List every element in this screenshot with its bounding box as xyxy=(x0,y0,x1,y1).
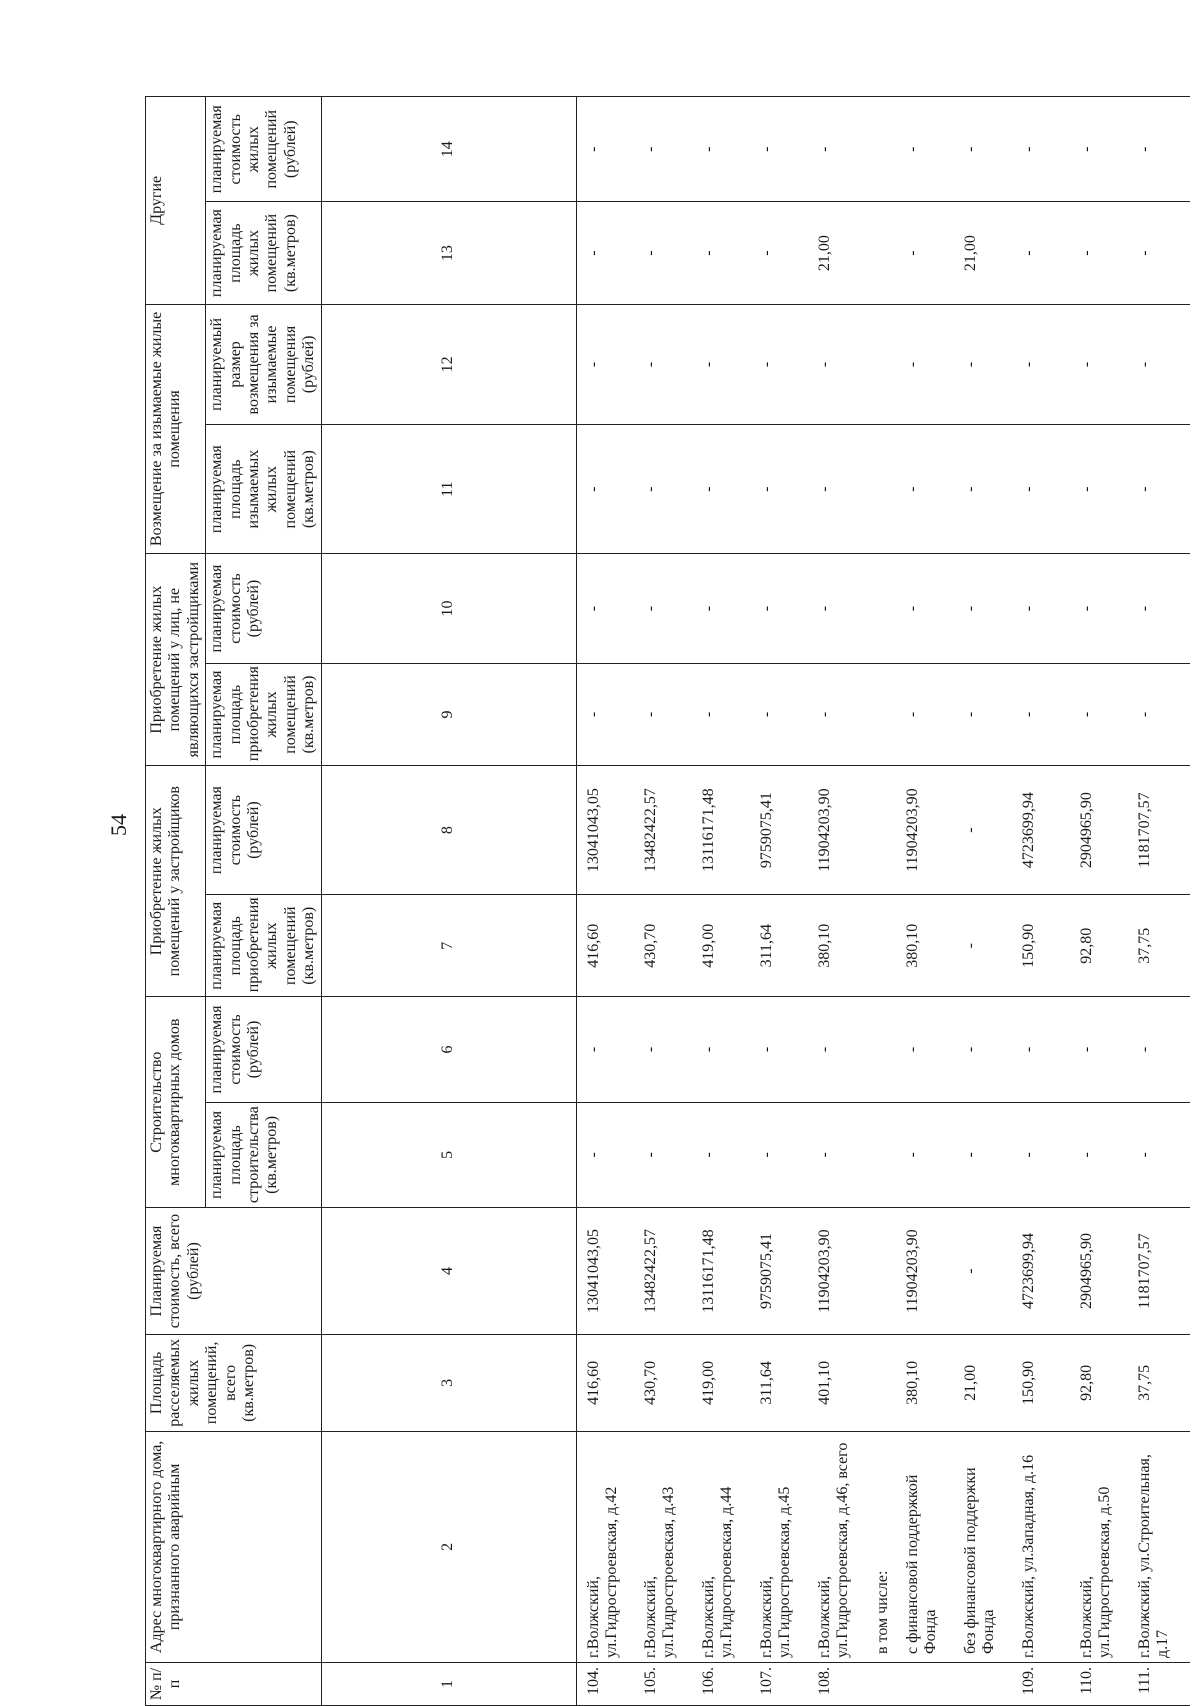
table-row xyxy=(634,97,692,1706)
cell-c10: - xyxy=(1070,554,1128,664)
page-number: 54 xyxy=(106,814,131,836)
cell-c12: - xyxy=(954,304,1012,424)
cell-c9: - xyxy=(634,663,692,765)
cell-c6: - xyxy=(750,997,808,1102)
address-cell: г.Волжский, ул.Западная, д.16 xyxy=(1012,1431,1070,1662)
table-row xyxy=(576,97,634,1706)
row-number: 105. xyxy=(642,1666,659,1695)
cell-c4: - xyxy=(954,1208,1012,1335)
cell-c13: - xyxy=(634,202,692,304)
cell-c13: - xyxy=(1012,202,1070,304)
cell-c10 xyxy=(866,554,896,664)
cell-c7: 311,64 xyxy=(750,895,808,997)
column-number: 14 xyxy=(321,97,576,203)
table-row xyxy=(808,97,866,1706)
cell-c11: - xyxy=(896,425,954,554)
header-c10: планируемая стоимость (рублей) xyxy=(206,554,321,664)
cell-c6: - xyxy=(896,997,954,1102)
cell-c9: - xyxy=(692,663,750,765)
cell-c3: 430,70 xyxy=(634,1334,692,1431)
cell-c5: - xyxy=(692,1102,750,1207)
cell-c9 xyxy=(866,663,896,765)
cell-c10: - xyxy=(896,554,954,664)
cell-c8: 11904203,90 xyxy=(896,766,954,895)
cell-c13: - xyxy=(692,202,750,304)
cell-c7: 380,10 xyxy=(808,895,866,997)
table-body xyxy=(321,97,1190,1706)
cell-c4 xyxy=(866,1208,896,1335)
cell-c10: - xyxy=(808,554,866,664)
column-number: 8 xyxy=(321,766,576,895)
column-number: 12 xyxy=(321,304,576,424)
address-cell: г.Волжский, ул.Гидростроевская, д.44 xyxy=(692,1431,750,1662)
column-number: 4 xyxy=(321,1208,576,1335)
column-number: 5 xyxy=(321,1102,576,1207)
cell-c7: 37,75 xyxy=(1128,895,1190,997)
row-number: 108. xyxy=(816,1666,833,1695)
row-number: 106. xyxy=(700,1666,717,1695)
address-cell: г.Волжский, ул.Строительная, д.17 xyxy=(1128,1431,1190,1662)
cell-c12: - xyxy=(1070,304,1128,424)
cell-c12: - xyxy=(634,304,692,424)
column-number: 6 xyxy=(321,997,576,1102)
cell-c3: 37,75 xyxy=(1128,1334,1190,1431)
cell-c14 xyxy=(866,97,896,203)
column-number: 10 xyxy=(321,554,576,664)
row-number-cell xyxy=(896,1662,954,1705)
cell-c11: - xyxy=(808,425,866,554)
cell-c8: 13482422,57 xyxy=(634,766,692,895)
cell-c10: - xyxy=(634,554,692,664)
cell-c6: - xyxy=(1070,997,1128,1102)
cell-c3: 21,00 xyxy=(954,1334,1012,1431)
address-cell: без финансовой поддержки Фонда xyxy=(954,1431,1012,1662)
cell-c11 xyxy=(866,425,896,554)
header-group-construction: Строительство многоквартирных домов xyxy=(146,997,206,1208)
cell-c3: 416,60 xyxy=(576,1334,634,1431)
cell-c6: - xyxy=(576,997,634,1102)
cell-c4: 11904203,90 xyxy=(896,1208,954,1335)
cell-c14: - xyxy=(750,97,808,203)
address-cell: г.Волжский, ул.Гидростроевская, д.42 xyxy=(576,1431,634,1662)
cell-c6: - xyxy=(692,997,750,1102)
cell-c9: - xyxy=(750,663,808,765)
address-cell: с финансовой поддержкой Фонда xyxy=(896,1431,954,1662)
cell-c9: - xyxy=(808,663,866,765)
cell-c8: 11904203,90 xyxy=(808,766,866,895)
header-c11: планируемая площадь изымаемых жилых помещений (кв.метров) xyxy=(206,425,321,554)
cell-c13: 21,00 xyxy=(954,202,1012,304)
table-row xyxy=(692,97,750,1706)
cell-c14: - xyxy=(576,97,634,203)
header-c5: планируемая площадь строительства (кв.метров) xyxy=(206,1102,321,1207)
cell-c13: - xyxy=(1128,202,1190,304)
header-c12: планируемый размер возмещения за изымаемые помещения (рублей) xyxy=(206,304,321,424)
address-cell: г.Волжский, ул.Гидростроевская, д.46, всего xyxy=(808,1431,866,1662)
table-row xyxy=(954,97,1012,1706)
address-cell: в том числе: xyxy=(866,1431,896,1662)
cell-c8: 13041043,05 xyxy=(576,766,634,895)
cell-c13: - xyxy=(576,202,634,304)
cell-c10: - xyxy=(692,554,750,664)
header-group-other: Другие xyxy=(146,97,206,305)
cell-c14: - xyxy=(808,97,866,203)
cell-c5: - xyxy=(808,1102,866,1207)
cell-c11: - xyxy=(750,425,808,554)
cell-c7: 430,70 xyxy=(634,895,692,997)
row-number-cell xyxy=(866,1662,896,1705)
cell-c10: - xyxy=(1128,554,1190,664)
cell-c6: - xyxy=(1012,997,1070,1102)
cell-c5: - xyxy=(634,1102,692,1207)
cell-c4: 4723699,94 xyxy=(1012,1208,1070,1335)
row-number-cell xyxy=(808,1662,866,1705)
cell-c12 xyxy=(866,304,896,424)
cell-c7 xyxy=(866,895,896,997)
cell-c6: - xyxy=(954,997,1012,1102)
cell-c7: 416,60 xyxy=(576,895,634,997)
cell-c8: 4723699,94 xyxy=(1012,766,1070,895)
cell-c9: - xyxy=(954,663,1012,765)
cell-c13: - xyxy=(896,202,954,304)
cell-c11: - xyxy=(954,425,1012,554)
cell-c7: 150,90 xyxy=(1012,895,1070,997)
cell-c10: - xyxy=(954,554,1012,664)
cell-c9: - xyxy=(1012,663,1070,765)
cell-c14: - xyxy=(692,97,750,203)
header-c8: планируемая стоимость (рублей) xyxy=(206,766,321,895)
header-c6: планируемая стоимость (рублей) xyxy=(206,997,321,1102)
header-group-non-developers: Приобретение жилых помещений у лиц, не являющихся застройщиками xyxy=(146,554,206,766)
cell-c4: 2904965,90 xyxy=(1070,1208,1128,1335)
cell-c14: - xyxy=(896,97,954,203)
cell-c10: - xyxy=(750,554,808,664)
row-number-cell xyxy=(576,1662,634,1705)
cell-c9: - xyxy=(896,663,954,765)
cell-c9: - xyxy=(576,663,634,765)
cell-c9: - xyxy=(1070,663,1128,765)
header-cost-total: Планируемая стоимость, всего (рублей) xyxy=(146,1208,322,1335)
resettlement-table xyxy=(145,96,1190,1706)
cell-c14: - xyxy=(634,97,692,203)
cell-c14: - xyxy=(1070,97,1128,203)
cell-c8: 13116171,48 xyxy=(692,766,750,895)
cell-c11: - xyxy=(1128,425,1190,554)
cell-c11: - xyxy=(1070,425,1128,554)
column-number: 2 xyxy=(321,1431,576,1662)
cell-c4: 9759075,41 xyxy=(750,1208,808,1335)
column-number: 7 xyxy=(321,895,576,997)
cell-c4: 1181707,57 xyxy=(1128,1208,1190,1335)
address-cell: г.Волжский, ул.Гидростроевская, д.43 xyxy=(634,1431,692,1662)
row-number-cell xyxy=(1012,1662,1070,1705)
cell-c13: - xyxy=(750,202,808,304)
cell-c12: - xyxy=(808,304,866,424)
cell-c11: - xyxy=(576,425,634,554)
column-number: 3 xyxy=(321,1334,576,1431)
cell-c11: - xyxy=(1012,425,1070,554)
row-number-cell xyxy=(1128,1662,1190,1705)
cell-c3: 150,90 xyxy=(1012,1334,1070,1431)
cell-c12: - xyxy=(576,304,634,424)
cell-c14: - xyxy=(954,97,1012,203)
header-c13: планируемая площадь жилых помещений (кв.метров) xyxy=(206,202,321,304)
cell-c3: 419,00 xyxy=(692,1334,750,1431)
cell-c4: 13041043,05 xyxy=(576,1208,634,1335)
cell-c12: - xyxy=(1012,304,1070,424)
column-number-row xyxy=(321,97,576,1706)
cell-c5: - xyxy=(1070,1102,1128,1207)
cell-c8: 1181707,57 xyxy=(1128,766,1190,895)
cell-c8: 2904965,90 xyxy=(1070,766,1128,895)
cell-c11: - xyxy=(692,425,750,554)
cell-c5: - xyxy=(750,1102,808,1207)
table-row xyxy=(1128,97,1190,1706)
header-row-1 xyxy=(146,97,206,1706)
header-c7: планируемая площадь приобретения жилых помещений (кв.метров) xyxy=(206,895,321,997)
cell-c3: 401,10 xyxy=(808,1334,866,1431)
table-row xyxy=(896,97,954,1706)
column-number: 13 xyxy=(321,202,576,304)
header-group-developers: Приобретение жилых помещений у застройщиков xyxy=(146,766,206,997)
cell-c13 xyxy=(866,202,896,304)
cell-c5 xyxy=(866,1102,896,1207)
cell-c6: - xyxy=(634,997,692,1102)
row-number-cell xyxy=(954,1662,1012,1705)
cell-c12: - xyxy=(750,304,808,424)
cell-c3: 380,10 xyxy=(896,1334,954,1431)
cell-c6: - xyxy=(808,997,866,1102)
cell-c4: 13482422,57 xyxy=(634,1208,692,1335)
column-number: 11 xyxy=(321,425,576,554)
cell-c12: - xyxy=(896,304,954,424)
cell-c9: - xyxy=(1128,663,1190,765)
cell-c4: 13116171,48 xyxy=(692,1208,750,1335)
rotated-table-wrapper xyxy=(145,96,1190,1706)
row-number: 110. xyxy=(1078,1666,1095,1695)
cell-c3: 92,80 xyxy=(1070,1334,1128,1431)
cell-c10: - xyxy=(576,554,634,664)
cell-c5: - xyxy=(896,1102,954,1207)
cell-c13: 21,00 xyxy=(808,202,866,304)
cell-c4: 11904203,90 xyxy=(808,1208,866,1335)
cell-c5: - xyxy=(1012,1102,1070,1207)
cell-c7: 419,00 xyxy=(692,895,750,997)
cell-c6 xyxy=(866,997,896,1102)
row-number: 104. xyxy=(584,1666,602,1695)
row-number-cell xyxy=(692,1662,750,1705)
table-row xyxy=(866,97,896,1706)
cell-c14: - xyxy=(1128,97,1190,203)
column-number: 9 xyxy=(321,663,576,765)
header-area-total: Площадь расселяемых жилых помещений, всего (кв.метров) xyxy=(146,1334,322,1431)
cell-c7: 380,10 xyxy=(896,895,954,997)
cell-c7: 92,80 xyxy=(1070,895,1128,997)
cell-c11: - xyxy=(634,425,692,554)
address-cell: г.Волжский, ул.Гидростроевская, д.45 xyxy=(750,1431,808,1662)
cell-c12: - xyxy=(1128,304,1190,424)
row-number-cell xyxy=(634,1662,692,1705)
header-c9: планируемая площадь приобретения жилых помещений (кв.метров) xyxy=(206,663,321,765)
cell-c5: - xyxy=(954,1102,1012,1207)
row-number-cell xyxy=(1070,1662,1128,1705)
cell-c12: - xyxy=(692,304,750,424)
cell-c5: - xyxy=(576,1102,634,1207)
cell-c5: - xyxy=(1128,1102,1190,1207)
cell-c8: - xyxy=(954,766,1012,895)
header-num: № п/п xyxy=(146,1662,322,1705)
row-number-cell xyxy=(750,1662,808,1705)
cell-c3 xyxy=(866,1334,896,1431)
row-number: 111. xyxy=(1136,1666,1153,1694)
header-c14: планируемая стоимость жилых помещений (рублей) xyxy=(206,97,321,203)
cell-c14: - xyxy=(1012,97,1070,203)
header-group-compensation: Возмещение за изымаемые жилые помещения xyxy=(146,304,206,554)
table-row xyxy=(750,97,808,1706)
cell-c10: - xyxy=(1012,554,1070,664)
cell-c13: - xyxy=(1070,202,1128,304)
row-number: 107. xyxy=(758,1666,775,1695)
cell-c8: 9759075,41 xyxy=(750,766,808,895)
column-number: 1 xyxy=(321,1662,576,1705)
cell-c6: - xyxy=(1128,997,1190,1102)
cell-c7: - xyxy=(954,895,1012,997)
row-number: 109. xyxy=(1020,1666,1037,1695)
header-address: Адрес многоквартирного дома, признанного аварийным xyxy=(146,1431,322,1662)
address-cell: г.Волжский, ул.Гидростроевская, д.50 xyxy=(1070,1431,1128,1662)
cell-c3: 311,64 xyxy=(750,1334,808,1431)
cell-c8 xyxy=(866,766,896,895)
table-row xyxy=(1070,97,1128,1706)
table-row xyxy=(1012,97,1070,1706)
